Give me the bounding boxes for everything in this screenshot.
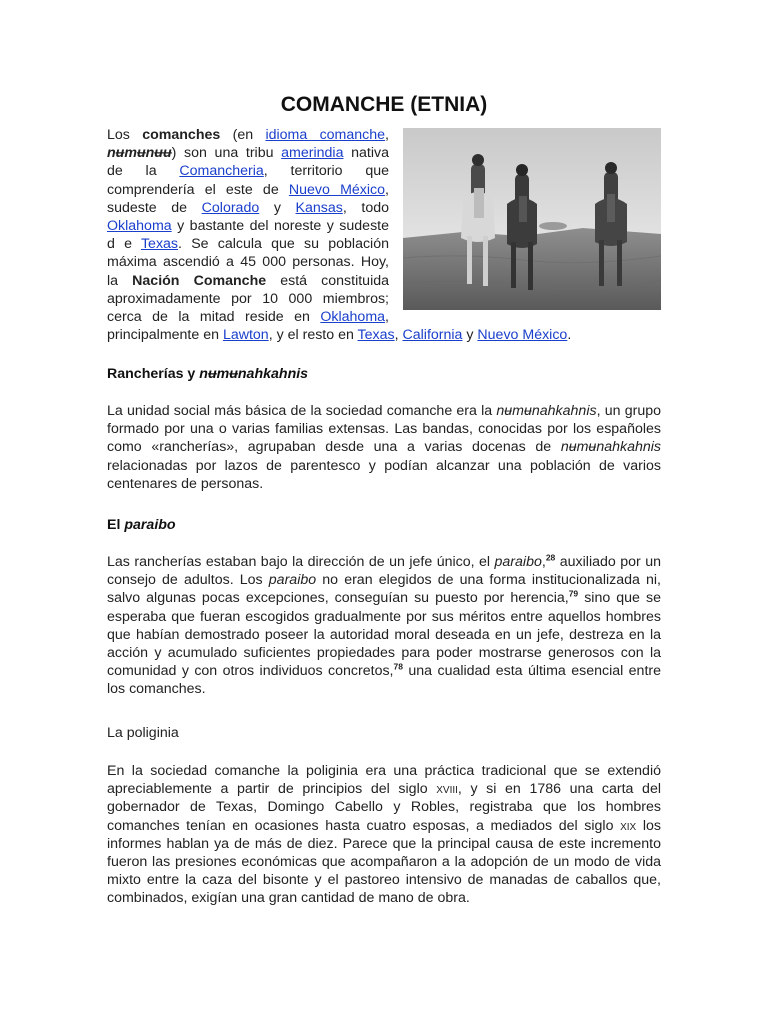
link-oklahoma-2[interactable]: Oklahoma [320,309,386,326]
paragraph-poliginia: En la sociedad comanche la poliginia era una práctica tradicional que se extendió apreciablemente a partir de principios del siglo xviii, y si en 1786 una carta del gobernador de Texas, Domingo Cabello y Robles, registraba que los hombres comanches tenían en ocasiones hasta cuatro esposas, a mediados del siglo xix los informes hablan ya de más de diez. Parece que la principal causa de este incremento fueron las presiones económicas que acompañaron a la adopción de un modo de vida mixto entre la caza del bisonte y el pastoreo intensivo de manadas de caballos que, combinados, exigían una gran cantidad de mano de obra. [107,763,662,907]
link-nuevo-mexico[interactable]: Nuevo México [288,181,386,198]
paragraph-paraibo: Las rancherías estaban bajo la dirección de un jefe único, el paraibo,$^{28}$ auxiliado por un consejo de adultos. Los paraibo no eran elegidos de una forma institucionalizada ni, salvo algunas pocas excepciones, conseguían su puesto por herencia,$^{79}$ sino que se esperaba que fueran escogidos gradualmente por sus méritos entre aquellos hombres que habían demostrado poseer la autoridad moral deseada en un jefe, destreza en la acción y acumulado suficientes propiedades para poder mostrarse generosos con la comunidad y con otros individuos concretos,$^{78}$ una cualidad esta última esencial entre los comanches. [107,552,662,698]
link-idioma-comanche[interactable]: idioma comanche [265,127,386,143]
link-california[interactable]: California [402,327,463,344]
link-nuevo-mexico-2[interactable]: Nuevo México [477,327,568,344]
footnote-78[interactable]: 78 [393,661,403,672]
link-kansas[interactable]: Kansas [295,199,343,216]
link-amerindia[interactable]: amerindia [281,145,344,162]
link-texas[interactable]: Texas [140,236,179,253]
footnote-79[interactable]: 79 [568,588,579,599]
link-comancheria[interactable]: Comancheria [179,163,264,180]
footnote-28[interactable]: 28 [545,552,556,563]
link-oklahoma[interactable]: Oklahoma [107,218,172,235]
link-lawton[interactable]: Lawton [222,327,269,344]
page-title: COMANCHE (ETNIA) [280,93,488,116]
heading-rancherias: Rancherías y nʉmʉnahkahnis [107,366,309,382]
link-texas-2[interactable]: Texas [357,327,395,344]
heading-poliginia: La poliginia [107,725,179,741]
intro-text: Los comanches (en idioma comanche, nʉmʉnʉʉ) son una tribu amerindia nativa de la Comancheria, territorio que comprendería el este de Nuevo México, sudeste de Colorado y Kansas, todo Oklahoma y bastante del noreste y sudeste d e Texas. Se calcula que su población máxima ascendió a 45 000 personas. Hoy, la Nación Comanche está constituida aproximadamente por 10 000 miembros; cerca de la mitad reside en Oklahoma, principalmente en Lawton, y el resto en Texas, California y Nuevo México. [107,127,572,344]
comanche-riders-photo [403,128,661,310]
link-colorado[interactable]: Colorado [201,199,260,216]
intro-paragraph [107,126,661,344]
heading-paraibo: El paraibo [107,517,176,533]
paragraph-rancherias: La unidad social más básica de la sociedad comanche era la nʉmʉnahkahnis, un grupo formado por una o varias familias extensas. Las bandas, conocidas por los españoles como «rancherías», agrupaban desde una a varias docenas de nʉmʉnahkahnis relacionadas por lazos de parentesco y podían alcanzar una población de varios centenares de personas. [107,403,661,492]
